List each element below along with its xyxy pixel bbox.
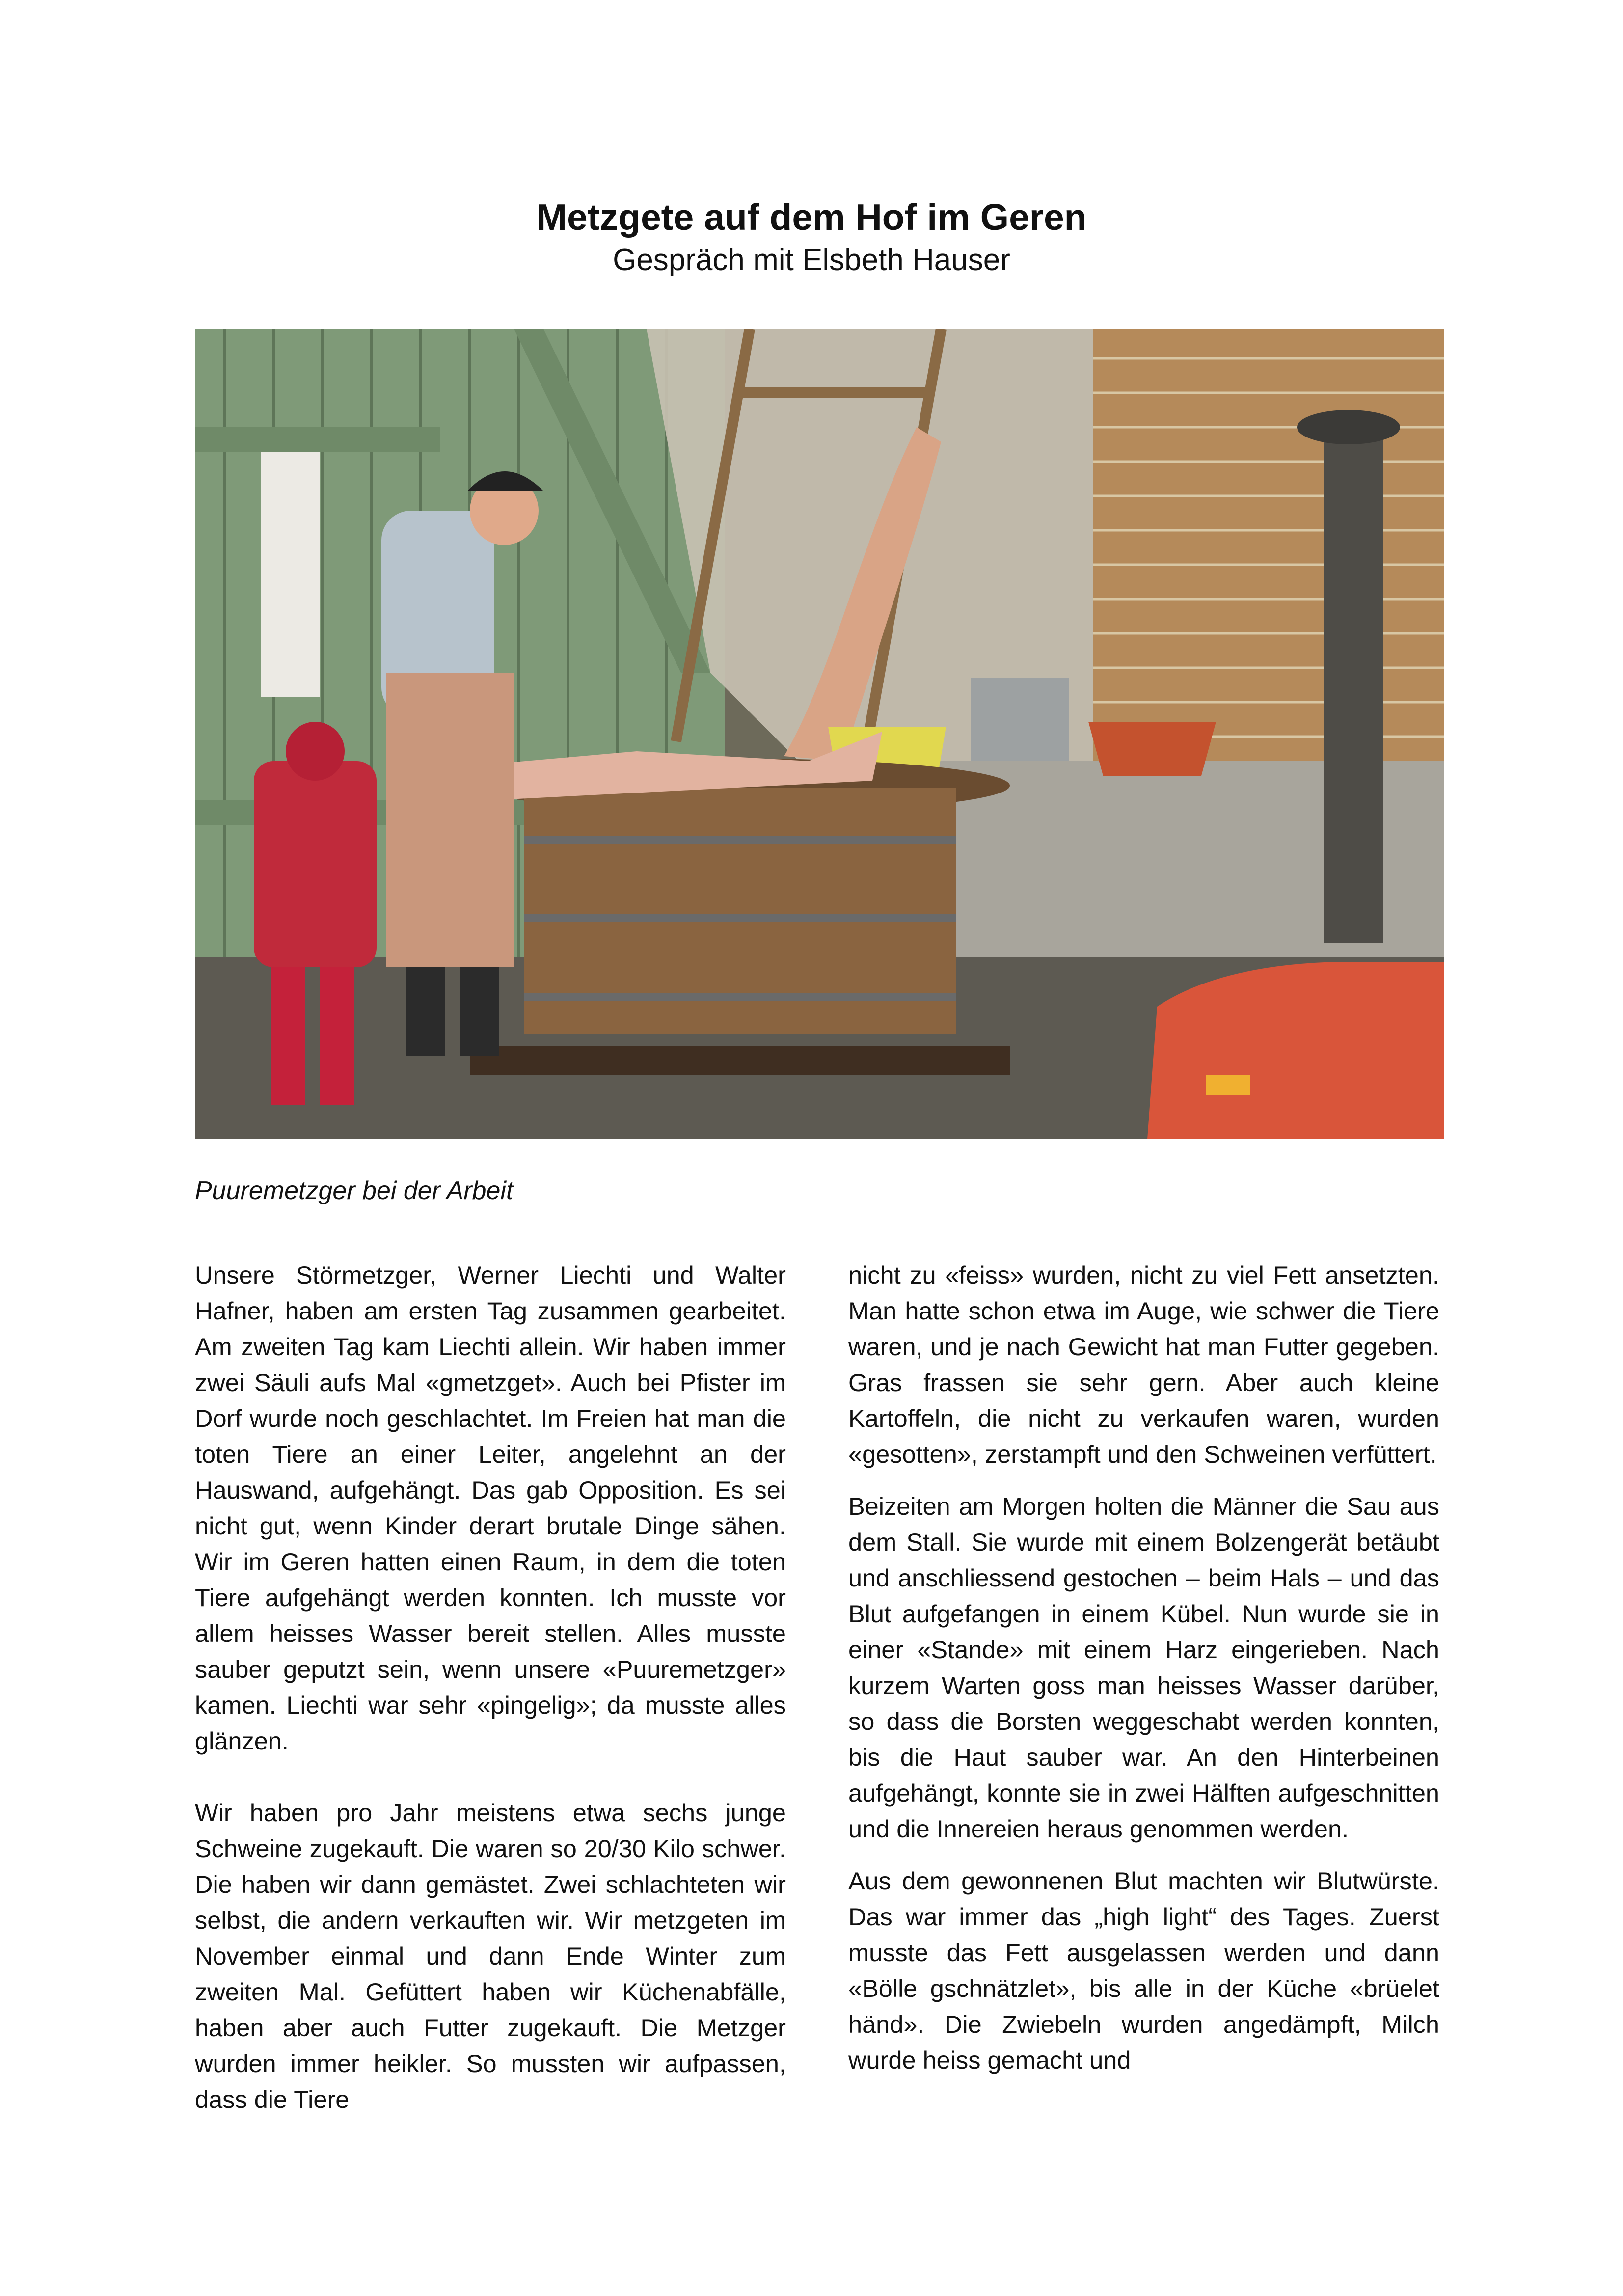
paragraph: Beizeiten am Morgen holten die Männer die Sau aus dem Stall. Sie wurde mit einem Bolzengerät betäubt und anschliessend gestochen – beim Hals – und das Blut aufgefangen in einem Kübel. Nun wurde sie in einer «Stande» mit einem Harz eingerieben. Nach kurzem Warten goss man heisses Wasser darüber, so dass die Borsten weggeschabt werden konnten, bis die Haut sauber war. An den Hinterbeinen aufgehängt, konnte sie in zwei Hälften aufgeschnitten und die Innereien heraus genommen werden. bbox=[848, 1492, 1439, 1843]
article-title: Metzgete auf dem Hof im Geren bbox=[536, 196, 1087, 238]
paragraph: nicht zu «feiss» wurden, nicht zu viel Fett ansetzten. Man hatte schon etwa im Auge, wie schwer die Tiere waren, und je nach Gewicht hat man Futter gegeben. Gras frassen sie sehr gern. Aber auch kleine Kartoffeln, die nicht zu verkaufen waren, wurden «gesotten», zerstampft und den Schweinen verfüttert. bbox=[848, 1261, 1439, 1468]
text-column-right bbox=[848, 1257, 1439, 2078]
photo-caption: Puuremetzger bei der Arbeit bbox=[195, 1176, 514, 1205]
butcher-photo bbox=[195, 329, 1444, 1139]
paragraph: Unsere Störmetzger, Werner Liechti und Walter Hafner, haben am ersten Tag zusammen gearbeitet. Am zweiten Tag kam Liechti allein. Wir haben immer zwei Säuli aufs Mal «gmetzget». Auch bei Pfister im Dorf wurde noch geschlachtet. Im Freien hat man die toten Tiere an einer Leiter, angelehnt an der Hauswand, aufgehängt. Das gab Opposition. Es sei nicht gut, wenn Kinder derart brutale Dinge sähen. Wir im Geren hatten einen Raum, in dem die toten Tiere aufgehängt werden konnten. Ich musste vor allem heisses Wasser bereit stellen. Alles musste sauber geputzt sein, wenn unsere «Puuremetzger» kamen. Liechti war sehr «pingelig»; da musste alles glänzen. bbox=[195, 1261, 786, 1755]
butcher-photo-illustration bbox=[195, 329, 1444, 1139]
text-column-left bbox=[195, 1257, 786, 2117]
paragraph: Aus dem gewonnenen Blut machten wir Blutwürste. Das war immer das „high light“ des Tages. Zuerst musste das Fett ausgelassen werden und dann «Bölle gschnätzlet», bis alle in der Küche «brüelet händ». Die Zwiebeln wurden angedämpft, Milch wurde heiss gemacht und bbox=[848, 1867, 1439, 2074]
paragraph: Wir haben pro Jahr meistens etwa sechs junge Schweine zugekauft. Die waren so 20/30 Kilo schwer. Die haben wir dann gemästet. Zwei schlachteten wir selbst, die andern verkauften wir. Wir metzgeten im November einmal und dann Ende Winter zum zweiten Mal. Gefüttert haben wir Küchenabfälle, haben aber auch Futter zugekauft. Die Metzger wurden immer heikler. So mussten wir aufpassen, dass die Tiere bbox=[195, 1799, 786, 2113]
article-subtitle: Gespräch mit Elsbeth Hauser bbox=[613, 243, 1010, 277]
